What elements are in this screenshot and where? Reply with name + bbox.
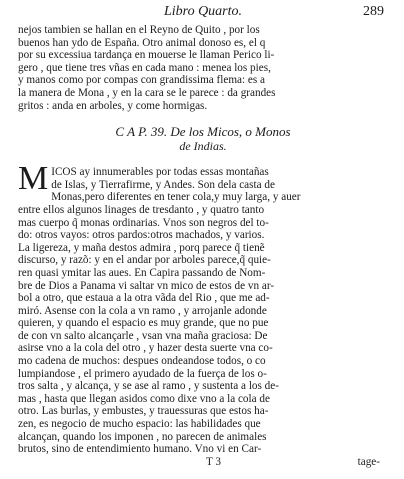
text-line: bol a otro, que estaua a la otra vãda del Rio , que me ad- bbox=[18, 292, 270, 305]
text-line: discurso, y razõ: y en el andar por arboles parece,q̃ quie- bbox=[18, 254, 271, 267]
running-title: Libro Quarto. bbox=[163, 4, 243, 19]
page-header bbox=[18, 4, 388, 22]
text-line: miró. Asense con la cola a vn ramo , y arrojanle adonde bbox=[18, 304, 267, 317]
chapter-title: C A P. 39. De los Micos, o Monos bbox=[115, 124, 291, 140]
paragraph-previous-chapter-end bbox=[18, 24, 388, 112]
text-line: do: otros vayos: otros pardos:otros machados, y varios. bbox=[18, 229, 265, 242]
text-line: tros salta , y alcança, y se ase al ramo , y sustenta a los de- bbox=[18, 380, 279, 393]
chapter-heading bbox=[18, 124, 388, 154]
page-footer bbox=[18, 456, 388, 469]
catchword: tage- bbox=[357, 455, 380, 468]
text-line: La ligereza, y maña destos admira , porq parece q̃ tienẽ bbox=[18, 241, 265, 254]
text-line: ICOS ay innumerables por todas essas montañas bbox=[51, 166, 269, 179]
text-line: brutos, sino de entendimiento humano. Vno vi en Car- bbox=[18, 443, 262, 456]
text-line: nejos tambien se hallan en el Reyno de Quito , por los bbox=[18, 24, 260, 36]
text-line: bre de Dios a Panama vi saltar vn mico de estos de vn ar- bbox=[18, 279, 275, 292]
text-line: mo cadena de muchos: despues ondeandose todos, o co bbox=[18, 355, 266, 368]
signature-mark: T 3 bbox=[206, 455, 222, 468]
text-line: buenos han ydo de España. Otro animal donoso es, el q bbox=[18, 36, 266, 49]
text-line: asirse vno a la cola del otro , y hazer desta suerte vna co- bbox=[18, 342, 273, 355]
text-line: mas , hasta que llegan asidos como dixe vno a la cola de bbox=[18, 392, 270, 405]
text-line: otro. Las burlas, y embustes, y trauessuras que estos ha- bbox=[18, 405, 269, 418]
drop-cap: M bbox=[18, 160, 49, 198]
text-line: quieren, y quando el espacio es muy grande, que no pue bbox=[18, 317, 269, 330]
text-line: por su excessiua tardança en mouerse le llaman Perico li- bbox=[18, 49, 275, 62]
text-line: de con vn salto alcançarle , vsan vna maña graciosa: De bbox=[18, 329, 268, 342]
text-line: entre ellos algunos linages de tresdanto , y quatro tanto bbox=[18, 203, 265, 216]
text-line: ren quasi ymitar las aues. En Capira passando de Nom- bbox=[18, 266, 266, 279]
text-line: y manos como por compas con grandissima flema: es a bbox=[18, 74, 265, 87]
chapter-subtitle: de Indias. bbox=[179, 139, 227, 154]
text-line: gero , que tiene tres vñas en cada mano : menea los pies, bbox=[18, 61, 271, 74]
text-line: zen, es negocio de mucho espacio: las habilidades que bbox=[18, 418, 261, 431]
text-line: lumpiandose , el primero ayudado de la fuerça de los o- bbox=[18, 367, 267, 380]
text-line: mas cuerpo q̃ monas ordinarias. Vnos son negros del to- bbox=[18, 216, 269, 229]
text-line: gritos : anda en arboles, y come hormigas. bbox=[18, 99, 208, 112]
text-line: la manera de Mona , y en la cara se le parece : da grandes bbox=[18, 86, 276, 99]
text-line: alcançan, quando los imponen , no parecen de animales bbox=[18, 430, 267, 443]
chapter-body bbox=[18, 160, 388, 456]
page-number: 289 bbox=[363, 4, 384, 19]
text-line: Monas,pero diferentes en tener cola,y muy larga, y auer bbox=[51, 191, 301, 204]
text-line: de Islas, y Tierrafirme, y Andes. Son dela casta de bbox=[51, 178, 275, 191]
